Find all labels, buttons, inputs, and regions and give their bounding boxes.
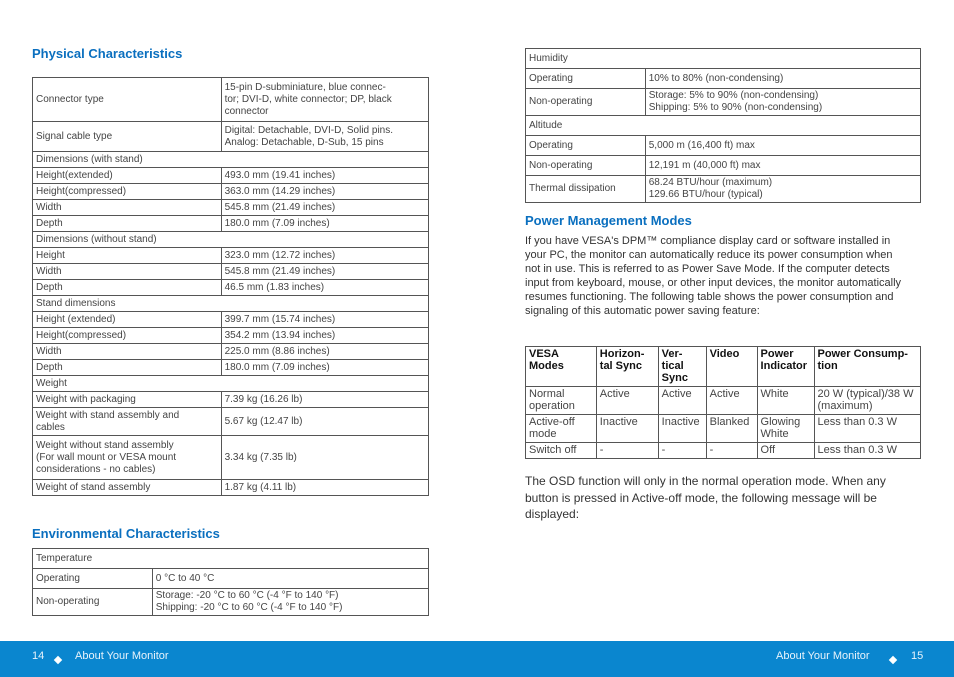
table-cell: Glowing White — [757, 415, 814, 443]
table-cell: - — [596, 443, 658, 459]
right-page-number: 15 — [911, 650, 924, 662]
table-cell: - — [706, 443, 757, 459]
physical-heading: Physical Characteristics — [32, 46, 183, 61]
section-label: Dimensions (without stand) — [33, 232, 429, 248]
row-value: 3.34 kg (7.35 lb) — [221, 436, 428, 480]
row-label: Weight with packaging — [33, 392, 222, 408]
row-value: 545.8 mm (21.49 inches) — [221, 264, 428, 280]
humidity-altitude-table — [525, 48, 921, 203]
row-value: 363.0 mm (14.29 inches) — [221, 184, 428, 200]
table-cell: Normal operation — [526, 387, 597, 415]
power-management-heading: Power Management Modes — [525, 213, 692, 228]
power-management-table — [525, 346, 921, 459]
row-label: Depth — [33, 216, 222, 232]
row-label: Weight of stand assembly — [33, 480, 222, 496]
row-label: Weight with stand assembly and cables — [33, 408, 222, 436]
row-value: 68.24 BTU/hour (maximum) 129.66 BTU/hour (typical) — [645, 176, 920, 203]
table-row — [33, 200, 429, 216]
environmental-characteristics-table — [32, 548, 429, 616]
row-label: Operating — [526, 136, 646, 156]
right-footer-title: About Your Monitor — [776, 650, 870, 662]
row-value: 5,000 m (16,400 ft) max — [645, 136, 920, 156]
row-label: Operating — [33, 569, 153, 589]
table-row — [33, 328, 429, 344]
table-cell: Active — [706, 387, 757, 415]
table-row — [33, 344, 429, 360]
row-value: Storage: -20 °C to 60 °C (-4 °F to 140 °F) Shipping: -20 °C to 60 °C (-4 °F to 140 °F) — [152, 589, 428, 616]
row-label: Non-operating — [526, 156, 646, 176]
column-header: Ver- tical Sync — [658, 347, 706, 387]
table-row — [33, 589, 429, 616]
table-row — [526, 443, 921, 459]
table-row — [33, 312, 429, 328]
table-row — [526, 69, 921, 89]
row-label: Depth — [33, 360, 222, 376]
table-cell: Less than 0.3 W — [814, 443, 921, 459]
section-label: Altitude — [526, 116, 921, 136]
column-header: Video — [706, 347, 757, 387]
table-row — [33, 408, 429, 436]
row-value: 15-pin D-subminiature, blue connec- tor; DVI-D, white connector; DP, black connector — [221, 78, 428, 122]
row-value: 0 °C to 40 °C — [152, 569, 428, 589]
row-value: Storage: 5% to 90% (non-condensing) Shipping: 5% to 90% (non-condensing) — [645, 89, 920, 116]
table-row — [33, 122, 429, 152]
table-row — [33, 168, 429, 184]
row-value: 46.5 mm (1.83 inches) — [221, 280, 428, 296]
row-label: Height — [33, 248, 222, 264]
table-header-row — [526, 347, 921, 387]
section-label: Stand dimensions — [33, 296, 429, 312]
row-value: 1.87 kg (4.11 lb) — [221, 480, 428, 496]
table-row — [526, 387, 921, 415]
table-row — [33, 296, 429, 312]
table-cell: Active — [596, 387, 658, 415]
row-value: 180.0 mm (7.09 inches) — [221, 360, 428, 376]
table-row — [33, 78, 429, 122]
table-row — [33, 480, 429, 496]
left-footer-title: About Your Monitor — [75, 650, 169, 662]
row-value: 10% to 80% (non-condensing) — [645, 69, 920, 89]
table-row — [33, 152, 429, 168]
table-cell: White — [757, 387, 814, 415]
table-cell: Blanked — [706, 415, 757, 443]
table-cell: Less than 0.3 W — [814, 415, 921, 443]
row-value: 354.2 mm (13.94 inches) — [221, 328, 428, 344]
row-label: Height(extended) — [33, 168, 222, 184]
table-row — [33, 436, 429, 480]
diamond-icon — [890, 654, 896, 666]
row-label: Depth — [33, 280, 222, 296]
section-label: Weight — [33, 376, 429, 392]
row-value: 12,191 m (40,000 ft) max — [645, 156, 920, 176]
column-header: Power Indicator — [757, 347, 814, 387]
osd-note: The OSD function will only in the normal operation mode. When any button is pressed in Active-off mode, the following message will be displayed: — [525, 474, 886, 521]
row-label: Thermal dissipation — [526, 176, 646, 203]
row-value: Digital: Detachable, DVI-D, Solid pins. Analog: Detachable, D-Sub, 15 pins — [221, 122, 428, 152]
table-row — [33, 216, 429, 232]
table-row — [33, 184, 429, 200]
table-cell: Switch off — [526, 443, 597, 459]
diamond-icon — [55, 654, 61, 666]
row-label: Weight without stand assembly (For wall mount or VESA mount considerations - no cables) — [33, 436, 222, 480]
section-label: Humidity — [526, 49, 921, 69]
environmental-heading: Environmental Characteristics — [32, 526, 220, 541]
table-cell: 20 W (typical)/38 W (maximum) — [814, 387, 921, 415]
row-value: 493.0 mm (19.41 inches) — [221, 168, 428, 184]
table-row — [526, 89, 921, 116]
table-row — [33, 280, 429, 296]
table-row — [33, 360, 429, 376]
table-row — [33, 549, 429, 569]
section-label: Temperature — [33, 549, 429, 569]
table-cell: - — [658, 443, 706, 459]
row-label: Connector type — [33, 78, 222, 122]
row-value: 225.0 mm (8.86 inches) — [221, 344, 428, 360]
table-cell: Active-off mode — [526, 415, 597, 443]
table-row — [33, 376, 429, 392]
table-row — [33, 264, 429, 280]
table-row — [33, 248, 429, 264]
row-label: Height(compressed) — [33, 328, 222, 344]
row-value: 399.7 mm (15.74 inches) — [221, 312, 428, 328]
row-value: 5.67 kg (12.47 lb) — [221, 408, 428, 436]
table-cell: Active — [658, 387, 706, 415]
table-row — [33, 569, 429, 589]
row-label: Height (extended) — [33, 312, 222, 328]
page-footer — [0, 641, 954, 677]
column-header: VESA Modes — [526, 347, 597, 387]
column-header: Horizon- tal Sync — [596, 347, 658, 387]
row-label: Width — [33, 200, 222, 216]
table-row — [33, 232, 429, 248]
row-value: 323.0 mm (12.72 inches) — [221, 248, 428, 264]
table-row — [526, 415, 921, 443]
row-label: Non-operating — [526, 89, 646, 116]
section-label: Dimensions (with stand) — [33, 152, 429, 168]
power-management-intro: If you have VESA's DPM™ compliance display card or software installed in your PC, the monitor can automatically reduce its power consumption when not in use. This is referred to as Power Save Mode. If the computer detects input from keyboard, mouse, or other input devices, the monitor automatically resumes functioning. The following table shows the power consumption and signaling of this automatic power saving feature: — [525, 235, 902, 317]
table-row — [526, 156, 921, 176]
row-value: 180.0 mm (7.09 inches) — [221, 216, 428, 232]
table-cell: Off — [757, 443, 814, 459]
left-page-number: 14 — [32, 650, 45, 662]
row-value: 545.8 mm (21.49 inches) — [221, 200, 428, 216]
table-cell: Inactive — [658, 415, 706, 443]
row-label: Signal cable type — [33, 122, 222, 152]
physical-characteristics-table — [32, 77, 429, 496]
table-row — [33, 392, 429, 408]
row-label: Width — [33, 264, 222, 280]
table-row — [526, 176, 921, 203]
column-header: Power Consump- tion — [814, 347, 921, 387]
table-row — [526, 49, 921, 69]
row-label: Width — [33, 344, 222, 360]
row-label: Non-operating — [33, 589, 153, 616]
table-cell: Inactive — [596, 415, 658, 443]
row-label: Operating — [526, 69, 646, 89]
row-label: Height(compressed) — [33, 184, 222, 200]
row-value: 7.39 kg (16.26 lb) — [221, 392, 428, 408]
table-row — [526, 136, 921, 156]
table-row — [526, 116, 921, 136]
